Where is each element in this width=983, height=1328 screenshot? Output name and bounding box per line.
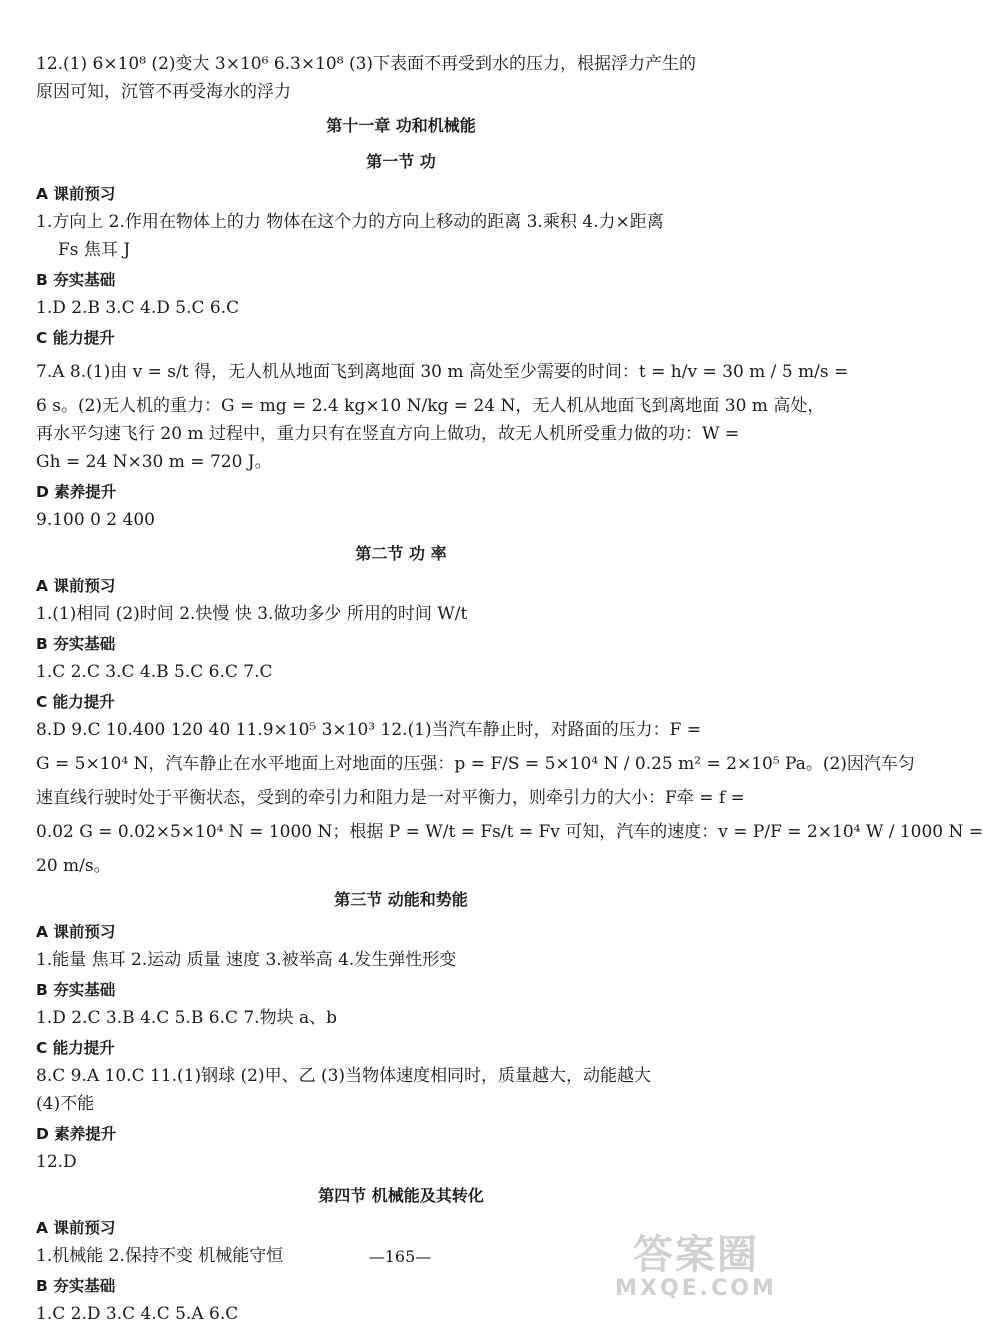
s1-d-heading: D 素养提升 — [36, 483, 117, 501]
s2-c-line-3: 速直线行驶时处于平衡状态，受到的牵引力和阻力是一对平衡力，则牵引力的大小：F牵 = f = — [36, 788, 745, 808]
s2-c-line-2: G = 5×10⁴ N，汽车静止在水平地面上对地面的压强：p = F/S = 5×10⁴ N / 0.25 m² = 2×10⁵ Pa。(2)因汽车匀 — [36, 754, 915, 774]
watermark-logo — [606, 1233, 786, 1305]
section-1-title: 第一节 功 — [366, 152, 436, 171]
q12-line-1: 12.(1) 6×10⁸ (2)变大 3×10⁶ 6.3×10⁸ (3)下表面不再受到水的压力，根据浮力产生的 — [36, 54, 697, 74]
s1-c-line-1: 7.A 8.(1)由 v = s/t 得，无人机从地面飞到离地面 30 m 高处至少需要的时间：t = h/v = 30 m / 5 m/s = — [36, 362, 849, 382]
s1-c-line-3: 再水平匀速飞行 20 m 过程中，重力只有在竖直方向上做功，故无人机所受重力做的功：W = — [36, 424, 740, 444]
page-number: —165— — [368, 1247, 432, 1266]
s2-c-line-5: 20 m/s。 — [36, 856, 111, 876]
section-4-title: 第四节 机械能及其转化 — [318, 1186, 484, 1205]
s2-c-line-1: 8.D 9.C 10.400 120 40 11.9×10⁵ 3×10³ 12.(1)当汽车静止时，对路面的压力：F = — [36, 720, 702, 740]
answer-page — [36, 50, 983, 1328]
s1-c-heading: C 能力提升 — [36, 329, 115, 347]
section-2-title: 第二节 功 率 — [355, 544, 447, 563]
s3-a-heading: A 课前预习 — [36, 923, 116, 941]
section-3-title: 第三节 动能和势能 — [334, 890, 468, 909]
s2-b-heading: B 夯实基础 — [36, 635, 116, 653]
s2-b-line-1: 1.C 2.C 3.C 4.B 5.C 6.C 7.C — [36, 662, 273, 682]
s3-b-line-1: 1.D 2.C 3.B 4.C 5.B 6.C 7.物块 a、b — [36, 1008, 338, 1028]
s3-c-line-2: (4)不能 — [36, 1094, 95, 1114]
s1-a-line-1: 1.方向上 2.作用在物体上的力 物体在这个力的方向上移动的距离 3.乘积 4.力×距离 — [36, 212, 664, 232]
s2-c-heading: C 能力提升 — [36, 693, 115, 711]
s3-d-line-1: 12.D — [36, 1152, 77, 1172]
s4-a-heading: A 课前预习 — [36, 1219, 116, 1237]
chapter-title: 第十一章 功和机械能 — [326, 116, 476, 135]
q12-line-2: 原因可知，沉管不再受海水的浮力 — [36, 82, 291, 102]
s1-b-heading: B 夯实基础 — [36, 271, 116, 289]
s1-a-line-2: Fs 焦耳 J — [58, 240, 131, 260]
s2-a-line-1: 1.(1)相同 (2)时间 2.快慢 快 3.做功多少 所用的时间 W/t — [36, 604, 468, 624]
s3-b-heading: B 夯实基础 — [36, 981, 116, 999]
s3-a-line-1: 1.能量 焦耳 2.运动 质量 速度 3.被举高 4.发生弹性形变 — [36, 950, 457, 970]
s2-c-line-4: 0.02 G = 0.02×5×10⁴ N = 1000 N；根据 P = W/t = Fs/t = Fv 可知，汽车的速度：v = P/F = 2×10⁴ W / 1000 N = — [36, 822, 983, 842]
s4-b-heading: B 夯实基础 — [36, 1277, 116, 1295]
s3-d-heading: D 素养提升 — [36, 1125, 117, 1143]
s1-c-line-2: 6 s。(2)无人机的重力：G = mg = 2.4 kg×10 N/kg = 24 N，无人机从地面飞到离地面 30 m 高处， — [36, 396, 825, 416]
s3-c-line-1: 8.C 9.A 10.C 11.(1)钢球 (2)甲、乙 (3)当物体速度相同时，质量越大，动能越大 — [36, 1066, 652, 1086]
watermark-bottom-text: MXQE.COM — [615, 1276, 777, 1301]
s1-a-heading: A 课前预习 — [36, 185, 116, 203]
s1-d-line-1: 9.100 0 2 400 — [36, 510, 155, 530]
s4-a-line-1: 1.机械能 2.保持不变 机械能守恒 — [36, 1246, 284, 1266]
watermark-top-text: 答案圈 — [633, 1232, 759, 1278]
s4-b-line-1: 1.C 2.D 3.C 4.C 5.A 6.C — [36, 1304, 239, 1324]
s1-c-line-4: Gh = 24 N×30 m = 720 J。 — [36, 452, 272, 472]
s1-b-line-1: 1.D 2.B 3.C 4.D 5.C 6.C — [36, 298, 240, 318]
s3-c-heading: C 能力提升 — [36, 1039, 115, 1057]
s2-a-heading: A 课前预习 — [36, 577, 116, 595]
